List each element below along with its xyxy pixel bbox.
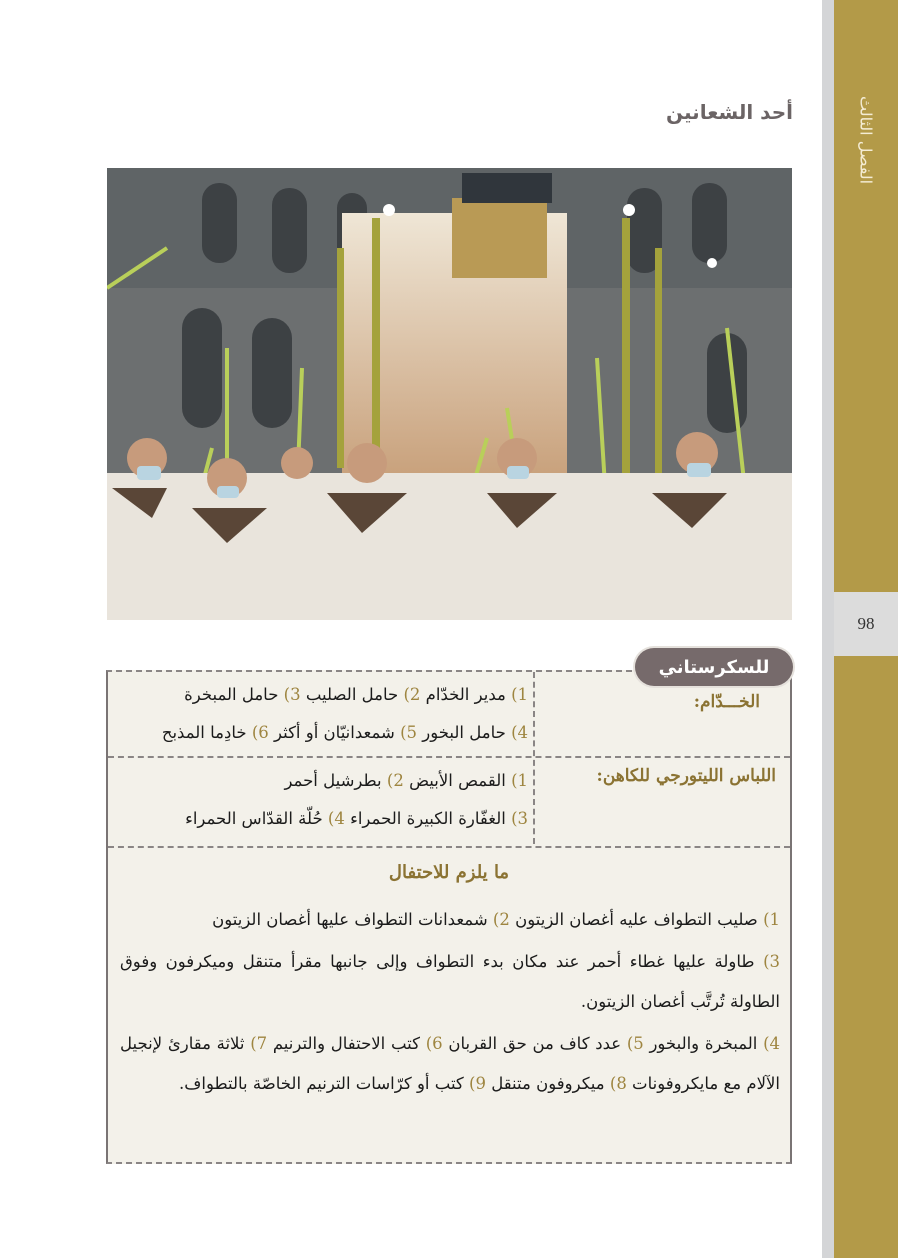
item-text: حامل البخور: [417, 723, 512, 742]
requirements-paragraph: [120, 900, 780, 940]
item-number: 1): [763, 910, 780, 929]
page-title: أحد الشعانين: [666, 100, 793, 124]
item-number: 4): [327, 809, 345, 828]
item-text: كتب الاحتفال والترنيم: [267, 1034, 426, 1053]
item-number: 3): [763, 952, 780, 971]
item-number: 3): [511, 809, 528, 828]
item-text: شمعدانات التطواف عليها أغصان الزيتون: [212, 910, 493, 929]
item-text: كتب أو كرّاسات الترنيم الخاصّة بالتطواف.: [179, 1074, 470, 1093]
page-number: 98: [857, 614, 875, 633]
item-text: القمص الأبيض: [403, 771, 512, 790]
servers-line: [116, 714, 528, 752]
item-text: ثلاثة مقارئ لإنجيل الآلام مع مايكروفونات: [120, 1034, 780, 1093]
vestments-line: [116, 800, 528, 838]
item-text: صليب التطواف عليه أغصان الزيتون: [509, 910, 764, 929]
item-text: حُلّة القدّاس الحمراء: [185, 809, 328, 828]
item-number: 5): [626, 1034, 644, 1053]
servers-label: الخـــدّام:: [693, 692, 760, 712]
item-text: عدد كاف من حق القربان: [442, 1034, 627, 1053]
chapter-text: الفصل الثالث: [856, 95, 876, 185]
vestments-list: [116, 762, 528, 838]
sidebar-gold-bottom: [834, 656, 898, 1258]
sidebar-strip: [822, 0, 834, 1258]
item-number: 1): [511, 771, 528, 790]
column-divider: [533, 672, 535, 844]
item-number: 3): [283, 685, 301, 704]
item-text: مدير الخدّام: [420, 685, 512, 704]
item-number: 9): [469, 1074, 486, 1093]
item-text: طاولة عليها غطاء أحمر عند مكان بدء التطواف وإلى جانبها مقرأ متنقل وميكرفون وفوق الطاولة تُرتَّب أغصان الزيتون.: [120, 952, 780, 1011]
item-text: الغفّارة الكبيرة الحمراء: [344, 809, 512, 828]
vestments-row: [108, 756, 790, 848]
item-number: 2): [492, 910, 510, 929]
item-number: 2): [403, 685, 421, 704]
item-number: 8): [609, 1074, 627, 1093]
item-text: حامل المبخرة: [184, 685, 284, 704]
item-number: 2): [386, 771, 404, 790]
requirements-paragraph: [120, 942, 780, 1022]
requirements-paragraph: [120, 1024, 780, 1104]
procession-photo: [107, 168, 792, 620]
vestments-line: [116, 762, 528, 800]
item-text: ميكروفون متنقل: [485, 1074, 610, 1093]
item-number: 6): [425, 1034, 443, 1053]
photo-illustration: [107, 168, 792, 620]
servers-list: [116, 676, 528, 752]
item-text: بطرشيل أحمر: [284, 771, 387, 790]
vestments-label: اللباس الليتورجي للكاهن:: [596, 766, 776, 786]
item-text: خادِما المذبح: [161, 723, 252, 742]
chapter-label: [834, 70, 898, 210]
servers-line: [116, 676, 528, 714]
sacristan-tag-text: للسكرستاني: [658, 656, 770, 678]
item-number: 7): [250, 1034, 268, 1053]
item-text: حامل الصليب: [300, 685, 404, 704]
sacristan-box: [106, 670, 792, 1164]
item-number: 5): [400, 723, 418, 742]
item-text: شمعدانيّان أو أكثر: [268, 723, 401, 742]
item-number: 4): [763, 1034, 781, 1053]
requirements-title: ما يلزم للاحتفال: [388, 862, 510, 883]
page-number-box: [834, 592, 898, 656]
item-text: المبخرة والبخور: [643, 1034, 764, 1053]
sacristan-tag: [635, 648, 793, 686]
item-number: 1): [511, 685, 528, 704]
item-number: 4): [511, 723, 528, 742]
item-number: 6): [251, 723, 269, 742]
